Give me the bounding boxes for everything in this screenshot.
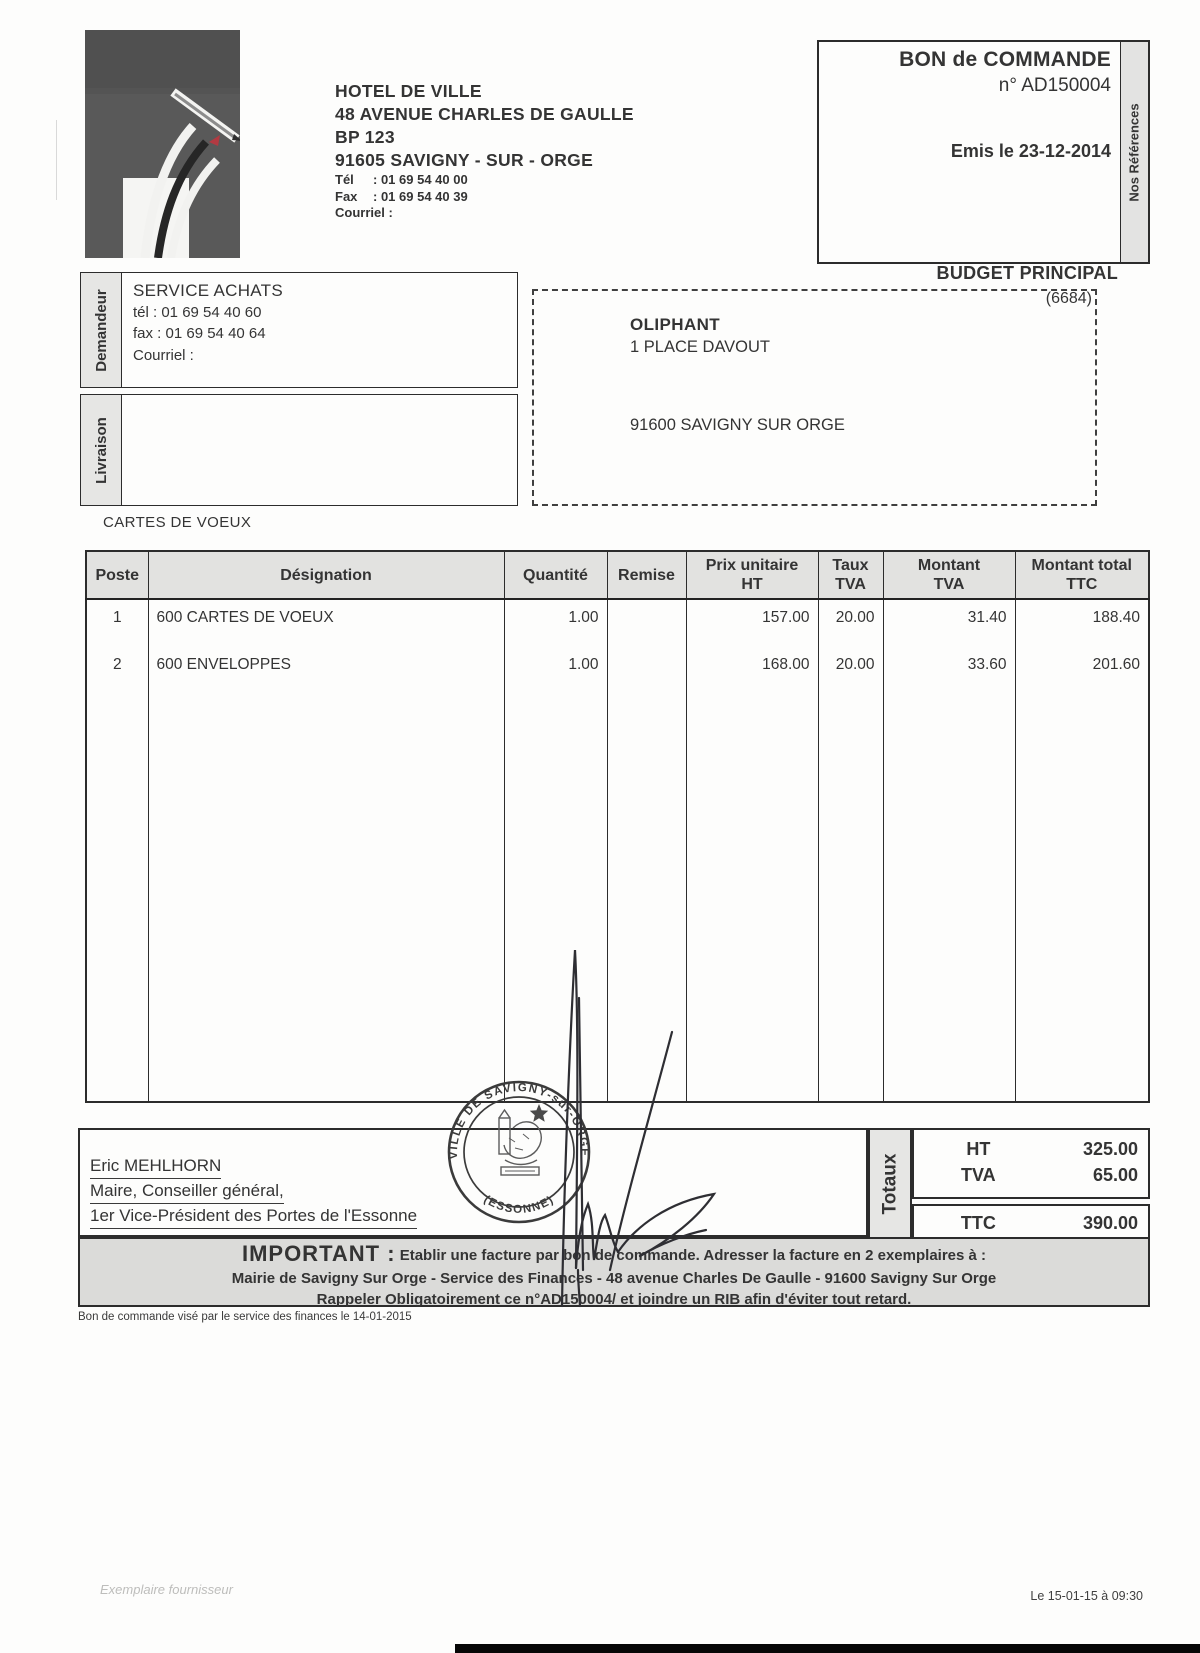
cell-prix-unitaire: 157.00 — [686, 599, 818, 647]
budget-label: BUDGET PRINCIPAL — [936, 263, 1118, 283]
requester-service: SERVICE ACHATS — [133, 281, 284, 300]
important-line-1: IMPORTANT : Etablir une facture par bon de commande. Adresser la facture en 2 exemplaires à : — [241, 1241, 987, 1266]
sender-address-line: 48 AVENUE CHARLES DE GAULLE — [335, 104, 634, 124]
header-montant-tva: Montant TVA — [883, 551, 1015, 599]
important-line-2: Mairie de Savigny Sur Orge - Service des Finances - 48 avenue Charles De Gaulle - 91600 Savigny Sur Orge — [231, 1270, 997, 1287]
cell-montant-ttc: 201.60 — [1015, 647, 1149, 694]
total-ttc-label: TTC — [960, 1212, 996, 1233]
header-prix-unitaire: Prix unitaire HT — [686, 551, 818, 599]
total-ht-row — [914, 1136, 1148, 1162]
issue-date: Emis le 23-12-2014 — [950, 141, 1111, 161]
cell-taux-tva: 20.00 — [818, 647, 883, 694]
signature — [500, 938, 800, 1310]
cell-poste: 1 — [86, 599, 148, 647]
requester-label: Demandeur — [92, 288, 110, 372]
vendor-name: OLIPHANT — [630, 315, 721, 334]
header-quantite: Quantité — [504, 551, 607, 599]
vendor-address-box — [532, 289, 1097, 506]
references-strip — [1120, 42, 1148, 262]
sender-name: HOTEL DE VILLE — [335, 81, 482, 101]
sender-address-line: BP 123 — [335, 127, 395, 147]
total-tva-label: TVA — [961, 1165, 996, 1185]
references-label: Nos Références — [1127, 102, 1142, 202]
signatory-name: Eric MEHLHORN — [90, 1154, 221, 1179]
header-taux-tva: Taux TVA — [818, 551, 883, 599]
total-tva-row — [914, 1162, 1148, 1188]
signatory-title-2: 1er Vice-Président des Portes de l'Essonne — [90, 1204, 417, 1229]
vendor-city: 91600 SAVIGNY SUR ORGE — [630, 416, 845, 434]
cell-designation: 600 ENVELOPPES — [148, 647, 504, 694]
cell-montant-tva: 33.60 — [883, 647, 1015, 694]
signatory-title-1: Maire, Conseiller général, — [90, 1179, 284, 1204]
cell-designation: 600 CARTES DE VOEUX — [148, 599, 504, 647]
totals-strip — [868, 1128, 912, 1240]
cell-poste: 2 — [86, 647, 148, 694]
copy-type-label: Exemplaire fournisseur — [100, 1582, 233, 1597]
cell-taux-tva: 20.00 — [818, 599, 883, 647]
table-row — [86, 599, 1149, 647]
sender-email: Courriel : — [335, 205, 393, 220]
sender-address-line: 91605 SAVIGNY - SUR - ORGE — [335, 150, 594, 170]
requester-details — [133, 280, 283, 366]
print-timestamp: Le 15-01-15 à 09:30 — [1030, 1589, 1143, 1603]
requester-fax: fax : 01 69 54 40 64 — [133, 325, 266, 342]
vendor-address: 1 PLACE DAVOUT — [630, 338, 770, 356]
sender-fax: Fax : 01 69 54 40 39 — [335, 188, 468, 204]
total-tva-value: 65.00 — [1092, 1165, 1138, 1185]
header-remise: Remise — [607, 551, 686, 599]
order-header-content — [827, 48, 1111, 162]
city-logo — [85, 30, 240, 258]
delivery-box — [80, 394, 518, 506]
cell-montant-tva: 31.40 — [883, 599, 1015, 647]
total-ht-label: HT — [966, 1139, 991, 1159]
header-poste: Poste — [86, 551, 148, 599]
document-title: BON de COMMANDE — [899, 48, 1111, 71]
table-row — [86, 647, 1149, 694]
cell-remise — [607, 599, 686, 647]
table-header-row — [86, 551, 1149, 599]
order-object-label: CARTES DE VOEUX — [103, 514, 252, 531]
cell-montant-ttc: 188.40 — [1015, 599, 1149, 647]
cell-prix-unitaire: 168.00 — [686, 647, 818, 694]
order-number: n° AD150004 — [998, 75, 1111, 96]
delivery-label: Livraison — [92, 416, 110, 484]
order-header-box — [817, 40, 1150, 264]
scan-artifact-line — [56, 120, 57, 200]
stamp-bottom-text: (ESSONNE) — [481, 1193, 557, 1216]
delivery-strip — [81, 395, 122, 505]
budget-code: (6684) — [1045, 290, 1092, 307]
header-designation: Désignation — [148, 551, 504, 599]
important-line-3: Rappeler Obligatoirement ce n°AD150004/ et joindre un RIB afin d'éviter tout retard. — [316, 1291, 912, 1308]
totals-ht-tva-box — [912, 1128, 1150, 1199]
header-montant-ttc: Montant total TTC — [1015, 551, 1149, 599]
totals-label: Totaux — [879, 1153, 900, 1215]
requester-box — [80, 272, 518, 388]
important-title: IMPORTANT : — [241, 1241, 396, 1266]
sender-address-block — [335, 80, 634, 222]
cell-quantite: 1.00 — [504, 647, 607, 694]
cell-remise — [607, 647, 686, 694]
stamp-top-text: VILLE DE SAVIGNY-sur-ORGE — [447, 1081, 591, 1160]
requester-strip — [81, 273, 122, 387]
total-ttc-value: 390.00 — [1082, 1212, 1138, 1233]
total-ht-value: 325.00 — [1082, 1139, 1138, 1159]
requester-email: Courriel : — [133, 346, 194, 364]
finance-visa-note: Bon de commande visé par le service des finances le 14-01-2015 — [78, 1311, 412, 1323]
sender-tel: Tél : 01 69 54 40 00 — [335, 172, 468, 187]
scan-artifact-bar — [455, 1644, 1200, 1653]
cell-quantite: 1.00 — [504, 599, 607, 647]
total-ttc-row — [914, 1210, 1148, 1236]
signatory-lines — [90, 1154, 417, 1229]
totals-ttc-box — [912, 1204, 1150, 1241]
requester-tel: tél : 01 69 54 40 60 — [133, 303, 262, 321]
